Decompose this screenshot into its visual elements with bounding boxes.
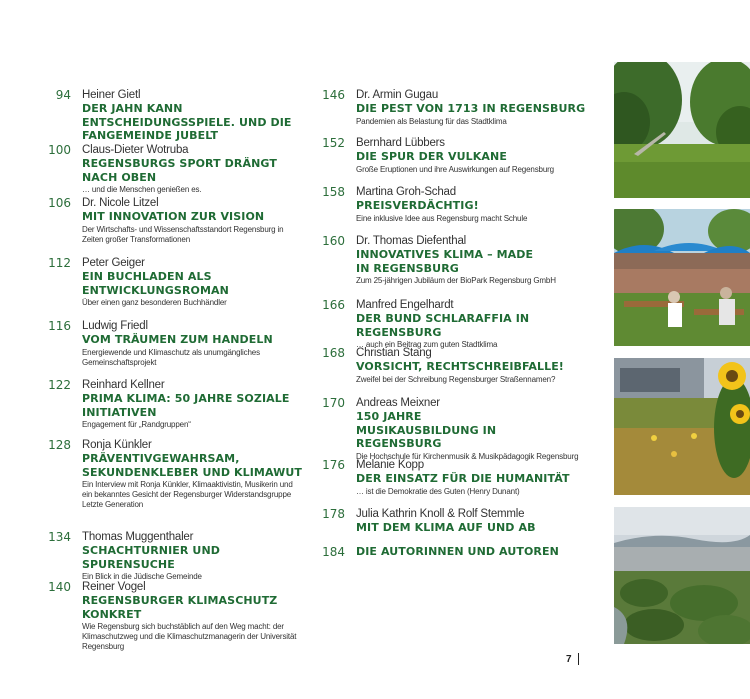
toc-entry[interactable] xyxy=(48,378,303,438)
article-title: REGENSBURGS SPORT DRÄNGT NACH OBEN xyxy=(82,157,277,184)
page-ref: 168 xyxy=(322,346,345,360)
article-title: VORSICHT, RECHTSCHREIBFALLE! xyxy=(356,360,564,373)
author: Reinhard Kellner xyxy=(82,379,165,391)
article-description: Über einen ganz besonderen Buchhändler xyxy=(82,298,227,307)
article-description: Ein Interview mit Ronja Künkler, Klimaaktivistin, Musikerin und ein bekanntes Gesicht der Regensburger Widerstandsgruppe Letzte Generation xyxy=(82,480,293,509)
author: Ludwig Friedl xyxy=(82,320,148,332)
article-title: DIE SPUR DER VULKANE xyxy=(356,150,507,163)
sunflower-meadow-photo xyxy=(614,358,750,495)
city-aerial-photo xyxy=(614,507,750,644)
toc-entry[interactable] xyxy=(48,530,303,580)
toc-entry[interactable] xyxy=(48,143,303,196)
article-description: Engagement für „Randgruppen“ xyxy=(82,420,191,429)
author: Dr. Thomas Diefenthal xyxy=(356,235,467,247)
article-description: … und die Menschen genießen es. xyxy=(82,185,202,194)
article-title: PRÄVENTIVGEWAHRSAM, SEKUNDENKLEBER UND KLIMAWUT xyxy=(82,452,302,479)
page-ref: 158 xyxy=(322,185,345,199)
article-title: VOM TRÄUMEN ZUM HANDELN xyxy=(82,333,273,346)
article-title: 150 JAHRE MUSIKAUSBILDUNG IN REGENSBURG xyxy=(356,410,497,450)
page-ref: 134 xyxy=(48,530,71,544)
author: Heiner Gietl xyxy=(82,89,141,101)
article-description: Zweifel bei der Schreibung Regensburger Straßennamen? xyxy=(356,374,556,384)
page-ref: 176 xyxy=(322,458,345,472)
article-title: DIE AUTORINNEN UND AUTOREN xyxy=(356,545,559,558)
park-photo xyxy=(614,62,750,198)
page-ref: 170 xyxy=(322,396,345,410)
article-description: … ist die Demokratie des Guten (Henry Dunant) xyxy=(356,486,520,496)
page-ref: 140 xyxy=(48,580,71,594)
article-description: Energiewende und Klimaschutz als unumgängliches Gemeinschaftsprojekt xyxy=(82,347,260,367)
article-title: INNOVATIVES KLIMA – MADE IN REGENSBURG xyxy=(356,248,534,275)
toc-entry[interactable] xyxy=(322,458,604,507)
author: Thomas Muggenthaler xyxy=(82,531,194,543)
toc-left-column xyxy=(48,88,303,652)
toc-entry[interactable] xyxy=(48,438,303,530)
page-ref: 122 xyxy=(48,378,71,392)
toc-entry[interactable] xyxy=(322,346,604,396)
author: Christian Stang xyxy=(356,347,432,359)
author: Bernhard Lübbers xyxy=(356,137,445,149)
article-description: Wie Regensburg sich buchstäblich auf den Weg macht: der Klimaschutzweg und die Klimaschutzmanagerin der Universität Regensburg xyxy=(82,622,297,651)
author: Ronja Künkler xyxy=(82,439,152,451)
article-title: PRIMA KLIMA: 50 JAHRE SOZIALE INITIATIVEN xyxy=(82,392,290,419)
author: Julia Kathrin Knoll & Rolf Stemmle xyxy=(356,508,525,520)
page-ref: 152 xyxy=(322,136,345,150)
article-title: REGENSBURGER KLIMASCHUTZ KONKRET xyxy=(82,594,278,621)
author: Dr. Nicole Litzel xyxy=(82,197,159,209)
article-description: Große Eruptionen und ihre Auswirkungen auf Regensburg xyxy=(356,164,554,174)
page-ref: 116 xyxy=(48,319,71,333)
article-description: Pandemien als Belastung für das Stadtklima xyxy=(356,116,507,126)
article-title: MIT INNOVATION ZUR VISION xyxy=(82,210,265,223)
article-description: Eine inklusive Idee aus Regensburg macht Schule xyxy=(356,213,528,223)
article-description: Zum 25-jährigen Jubiläum der BioPark Regensburg GmbH xyxy=(356,276,556,285)
page-ref: 178 xyxy=(322,507,345,521)
author: Martina Groh-Schad xyxy=(356,186,456,198)
toc-entry[interactable] xyxy=(48,256,303,319)
article-title: DER BUND SCHLARAFFIA IN REGENSBURG xyxy=(356,312,530,339)
author: Manfred Engelhardt xyxy=(356,299,454,311)
toc-entry[interactable] xyxy=(322,545,604,559)
toc-entry[interactable] xyxy=(322,136,604,185)
page-ref: 128 xyxy=(48,438,71,452)
page-ref: 146 xyxy=(322,88,345,102)
page-ref: 160 xyxy=(322,234,345,248)
toc-right-column xyxy=(322,88,604,559)
author: Dr. Armin Gugau xyxy=(356,89,439,101)
author: Andreas Meixner xyxy=(356,397,440,409)
article-title: PREISVERDÄCHTIG! xyxy=(356,199,479,212)
article-description: Ein Blick in die Jüdische Gemeinde xyxy=(82,572,202,581)
toc-entry[interactable] xyxy=(322,396,604,461)
toc-entry[interactable] xyxy=(322,507,604,545)
toc-entry[interactable] xyxy=(322,234,604,298)
page-ref: 184 xyxy=(322,545,345,559)
toc-entry[interactable] xyxy=(48,580,303,652)
toc-entry[interactable] xyxy=(48,88,303,143)
page-ref: 94 xyxy=(55,88,71,102)
page-ref: 100 xyxy=(48,143,71,157)
article-title: DER EINSATZ FÜR DIE HUMANITÄT xyxy=(356,472,570,485)
page-number-divider xyxy=(578,653,579,665)
page-ref: 106 xyxy=(48,196,71,210)
beer-garden-photo xyxy=(614,209,750,346)
toc-entry[interactable] xyxy=(48,319,303,378)
article-title: SCHACHTURNIER UND SPURENSUCHE xyxy=(82,544,220,571)
author: Claus-Dieter Wotruba xyxy=(82,144,189,156)
article-description: … auch ein Beitrag zum guten Stadtklima xyxy=(356,340,498,349)
article-title: DIE PEST VON 1713 IN REGENSBURG xyxy=(356,102,586,115)
page-ref: 166 xyxy=(322,298,345,312)
author: Reiner Vogel xyxy=(82,581,146,593)
page-ref: 112 xyxy=(48,256,71,270)
author: Melanie Kopp xyxy=(356,459,424,471)
toc-entry[interactable] xyxy=(322,88,604,136)
article-title: EIN BUCHLADEN ALS ENTWICKLUNGSROMAN xyxy=(82,270,229,297)
article-title: MIT DEM KLIMA AUF UND AB xyxy=(356,521,536,534)
toc-entry[interactable] xyxy=(322,185,604,234)
article-title: DER JAHN KANN ENTSCHEIDUNGSSPIELE. UND DIE FANGEMEINDE JUBELT xyxy=(82,102,292,142)
toc-entry[interactable] xyxy=(322,298,604,349)
article-description: Der Wirtschafts- und Wissenschaftsstandort Regensburg in Zeiten großer Transformationen xyxy=(82,224,284,244)
article-description: Die Hochschule für Kirchenmusik & Musikpädagogik Regensburg xyxy=(356,451,579,461)
toc-entry[interactable] xyxy=(48,196,303,256)
page-number: 7 xyxy=(566,654,572,665)
author: Peter Geiger xyxy=(82,257,145,269)
